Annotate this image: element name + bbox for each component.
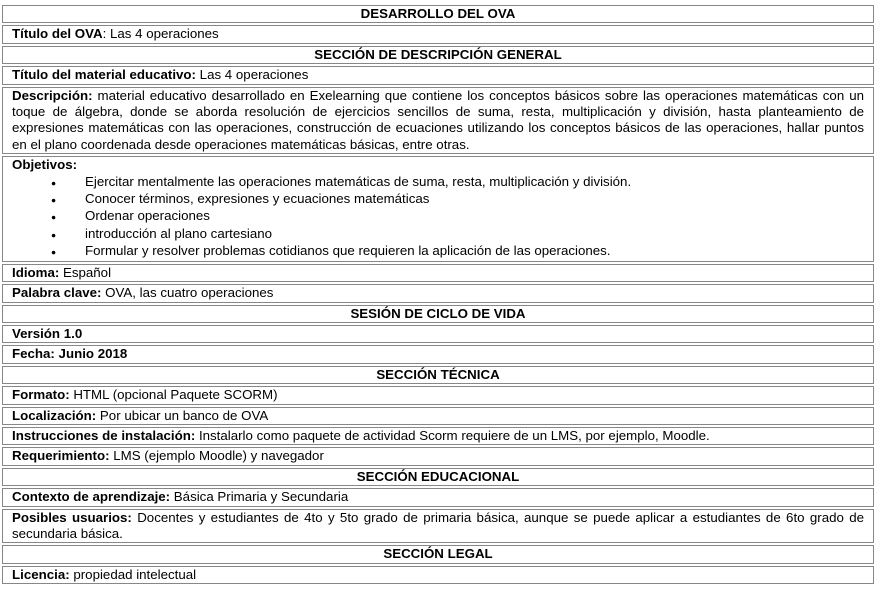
section-header: SESIÓN DE CICLO DE VIDA [2, 305, 874, 323]
table-row [2, 509, 874, 544]
field-cell [2, 509, 874, 544]
field-label: Título del material educativo: [12, 67, 196, 83]
field-cell [2, 447, 874, 465]
table-row [2, 566, 874, 584]
field-cell [2, 284, 874, 302]
field-cell [2, 87, 874, 155]
table-body [2, 5, 874, 584]
table-row [2, 447, 874, 465]
bullet-icon: ● [51, 229, 57, 240]
field-cell [2, 407, 874, 425]
field-cell [2, 325, 874, 343]
table-row [2, 87, 874, 155]
section-header-row [2, 46, 874, 64]
field-value: : Las 4 operaciones [102, 26, 219, 42]
table-row [2, 386, 874, 404]
list-item-text: Formular y resolver problemas cotidianos que requieren la aplicación de las operaciones. [85, 243, 611, 259]
list-item-text: Conocer términos, expresiones y ecuaciones matemáticas [85, 191, 430, 207]
list-item-text: Ordenar operaciones [85, 208, 210, 224]
field-label: Requerimiento: [12, 448, 110, 464]
section-header: SECCIÓN LEGAL [2, 545, 874, 563]
table-row [2, 325, 874, 343]
field-value: HTML (opcional Paquete SCORM) [69, 387, 278, 403]
table-row [2, 407, 874, 425]
list-item [12, 191, 864, 208]
table-row [2, 264, 874, 282]
field-label: Descripción: [12, 87, 93, 103]
table-row [2, 156, 874, 261]
table-row [2, 427, 874, 445]
field-cell [2, 566, 874, 584]
section-header: SECCIÓN TÉCNICA [2, 366, 874, 384]
section-header-row [2, 545, 874, 563]
field-cell [2, 427, 874, 445]
field-label: Título del OVA [12, 26, 103, 42]
field-label: Palabra clave: [12, 285, 102, 301]
field-cell [2, 386, 874, 404]
field-value: Español [59, 264, 112, 280]
field-label: Formato: [12, 387, 70, 403]
section-header-row [2, 305, 874, 323]
field-value: Instalarlo como paquete de actividad Scorm requiere de un LMS, por ejemplo, Moodle. [195, 427, 710, 443]
field-cell [2, 345, 874, 363]
field-label: Posibles usuarios: [12, 509, 132, 525]
section-header: SECCIÓN EDUCACIONAL [2, 468, 874, 486]
section-header-row [2, 366, 874, 384]
table-row [2, 284, 874, 302]
field-label: Objetivos: [12, 157, 78, 173]
field-label: Fecha: Junio 2018 [12, 346, 128, 362]
field-value: OVA, las cuatro operaciones [101, 285, 274, 301]
bullet-icon: ● [51, 177, 57, 188]
table-row [2, 66, 874, 84]
field-value: propiedad intelectual [69, 566, 197, 582]
objectives-cell [2, 156, 874, 261]
field-label: Contexto de aprendizaje: [12, 489, 171, 505]
field-value: LMS (ejemplo Moodle) y navegador [109, 448, 324, 464]
table-row [2, 25, 874, 43]
field-value: Básica Primaria y Secundaria [170, 489, 349, 505]
field-value: Docentes y estudiantes de 4to y 5to grado de primaria básica, aunque se puede aplicar a estudiantes de 6to grado de secundaria básica. [12, 509, 864, 541]
bullet-icon: ● [51, 195, 57, 206]
list-item [12, 174, 864, 191]
ova-metadata-table [0, 3, 876, 586]
list-item-text: introducción al plano cartesiano [85, 225, 273, 241]
section-header-row [2, 5, 874, 23]
bullet-icon: ● [51, 247, 57, 258]
field-value: material educativo desarrollado en Exelearning que contiene los conceptos básicos sobre las operaciones matemáticas con un toque de álgebra, donde se aborda resolución de ejercicios sencillos de suma, resta, multiplicación y división, hasta planteamiento de expresiones matemáticas con las operaciones, construcción de ecuaciones utilizando los conceptos básicos de las operaciones, hallar puntos en el plano coordenada desde operaciones matemáticas básicas, entre otras. [12, 87, 864, 152]
field-value: Las 4 operaciones [195, 67, 309, 83]
list-item [12, 243, 864, 260]
field-label: Licencia: [12, 566, 70, 582]
table-row [2, 345, 874, 363]
bullet-icon: ● [51, 212, 57, 223]
field-label: Versión 1.0 [12, 325, 83, 341]
field-label: Instrucciones de instalación: [12, 427, 196, 443]
field-label: Localización: [12, 407, 97, 423]
field-cell [2, 25, 874, 43]
field-value: Por ubicar un banco de OVA [96, 407, 269, 423]
list-item [12, 226, 864, 243]
section-header: SECCIÓN DE DESCRIPCIÓN GENERAL [2, 46, 874, 64]
field-cell [2, 66, 874, 84]
section-header-row [2, 468, 874, 486]
list-item-text: Ejercitar mentalmente las operaciones matemáticas de suma, resta, multiplicación y división. [85, 173, 632, 189]
list-item [12, 208, 864, 225]
field-cell [2, 264, 874, 282]
section-header: DESARROLLO DEL OVA [2, 5, 874, 23]
field-label: Idioma: [12, 264, 60, 280]
field-cell [2, 488, 874, 506]
table-row [2, 488, 874, 506]
